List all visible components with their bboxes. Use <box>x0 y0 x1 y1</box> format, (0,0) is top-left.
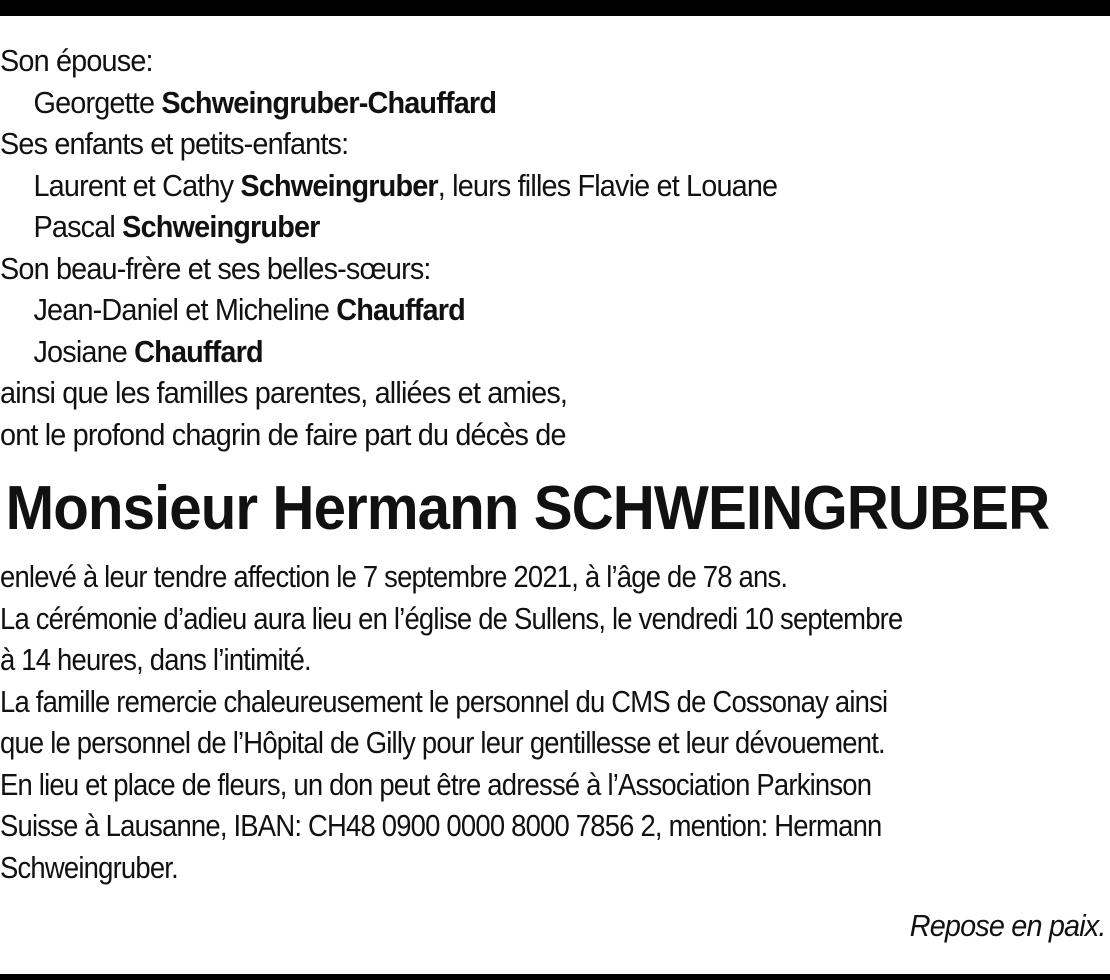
inlaw1-first-names: Jean-Daniel et Micheline <box>33 292 330 327</box>
body-line-3: à 14 heures, dans l’intimité. <box>0 642 311 677</box>
spouse-heading: Son épouse: <box>0 43 153 78</box>
notice-body <box>0 556 1110 888</box>
body-line-6: En lieu et place de fleurs, un don peut être adressé à l’Association Parkinson <box>0 766 872 802</box>
spouse-entry <box>0 82 1032 124</box>
bottom-border-rule <box>0 974 1110 980</box>
inlaw-entry-2 <box>0 331 1032 373</box>
child-entry-1 <box>0 165 1032 207</box>
inlaws-heading: Son beau-frère et ses belles-sœurs: <box>0 250 431 286</box>
child2-surname: Schweingruber <box>122 209 320 244</box>
child-entry-2 <box>0 206 1032 248</box>
child1-suffix: , leurs filles Flavie et Louane <box>437 167 778 203</box>
body-line-8: Schweingruber. <box>0 849 178 885</box>
announcement-line: ont le profond chagrin de faire part du décès de <box>0 416 566 452</box>
child1-first-names: Laurent et Cathy <box>33 167 234 203</box>
body-line-5: que le personnel de l’Hôpital de Gilly pour leur gentillesse et leur dévouement. <box>0 725 885 760</box>
body-line-2: La cérémonie d’adieu aura lieu en l’église de Sullens, le vendredi 10 septembre <box>0 600 903 636</box>
inlaw2-first-name: Josiane <box>33 333 128 369</box>
inlaw-entry-1 <box>0 289 1032 331</box>
spouse-surname: Schweingruber-Chauffard <box>161 84 497 120</box>
closing-phrase: Repose en paix. <box>910 908 1106 943</box>
obituary-notice <box>0 40 1110 888</box>
body-line-4: La famille remercie chaleureusement le personnel du CMS de Cossonay ainsi <box>0 683 888 719</box>
top-border-rule <box>0 0 1110 16</box>
child2-first-name: Pascal <box>33 209 116 244</box>
children-heading: Ses enfants et petits-enfants: <box>0 126 349 161</box>
inlaw2-surname: Chauffard <box>134 333 263 369</box>
body-line-1: enlevé à leur tendre affection le 7 septembre 2021, à l’âge de 78 ans. <box>0 559 788 594</box>
spouse-first-name: Georgette <box>33 84 155 120</box>
body-line-7: Suisse à Lausanne, IBAN: CH48 0900 0000 8000 7856 2, mention: Hermann <box>0 808 882 843</box>
deceased-name-headline: Monsieur Hermann SCHWEINGRUBER <box>5 474 1050 543</box>
extended-family-line: ainsi que les familles parentes, alliées et amies, <box>0 375 568 410</box>
child1-surname: Schweingruber <box>240 167 438 203</box>
inlaw1-surname: Chauffard <box>336 292 465 327</box>
